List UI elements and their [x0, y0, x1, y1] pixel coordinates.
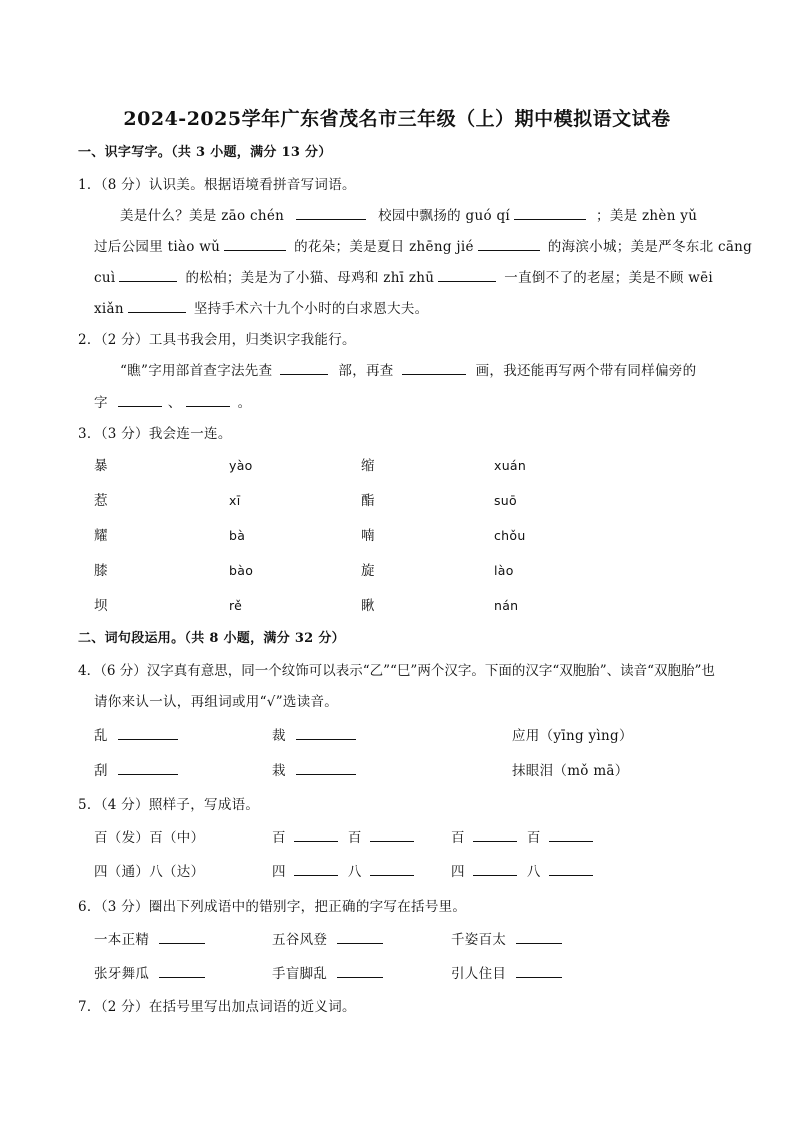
answer-blank[interactable] [186, 393, 230, 407]
q1-text: 的海滨小城；美是严冬东北 cāng [547, 239, 753, 255]
q6-item [94, 964, 209, 984]
exam-title: 2024-2025学年广东省茂名市三年级（上）期中模拟语文试卷 [123, 108, 671, 130]
match-char-left[interactable]: 惹 [94, 493, 108, 509]
match-pinyin-right[interactable]: xuán [494, 458, 527, 473]
q5-char: 百 [347, 830, 362, 846]
section-2-heading: 二、词句段运用。（共 8 小题，满分 32 分） [78, 631, 345, 646]
match-pinyin-left[interactable]: yào [229, 458, 253, 473]
match-char-left[interactable]: 暴 [94, 458, 108, 474]
match-char-left[interactable]: 膝 [94, 563, 108, 579]
q4-char: 裁 [272, 728, 286, 744]
answer-blank[interactable] [118, 393, 162, 407]
q1-heading: 1．（8 分）认识美。根据语境看拼音写词语。 [78, 177, 356, 193]
answer-blank[interactable] [337, 964, 383, 978]
match-char-right[interactable]: 瞅 [361, 598, 375, 614]
q1-text: 一直倒不了的老屋；美是不顾 wēi [504, 270, 714, 286]
q4-char: 刮 [94, 763, 108, 779]
idiom-text[interactable]: 五谷风登 [272, 932, 328, 948]
q1-text: 过后公园里 tiào wǔ [94, 239, 221, 255]
answer-blank[interactable] [118, 726, 178, 740]
q2-text: 部，再查 [338, 363, 394, 379]
match-char-right[interactable]: 缩 [361, 458, 375, 474]
q5-item [451, 862, 597, 882]
q4-item [94, 761, 182, 781]
answer-blank[interactable] [514, 206, 586, 220]
idiom-text[interactable]: 千姿百太 [451, 932, 507, 948]
q2-text: 。 [237, 395, 252, 411]
match-char-right[interactable]: 喃 [361, 528, 375, 544]
answer-blank[interactable] [224, 237, 286, 251]
q5-char: 百 [272, 830, 286, 846]
q2-heading: 2．（2 分）工具书我会用，归类识字我能行。 [78, 332, 356, 348]
q6-item [272, 964, 387, 984]
answer-blank[interactable] [296, 761, 356, 775]
q6-item [272, 930, 387, 950]
answer-blank[interactable] [516, 964, 562, 978]
answer-blank[interactable] [294, 862, 338, 876]
answer-blank[interactable] [337, 930, 383, 944]
q5-char: 八 [347, 864, 362, 880]
q7-heading: 7．（2 分）在括号里写出加点词语的近义词。 [78, 999, 356, 1015]
q5-char: 百 [526, 830, 541, 846]
match-pinyin-right[interactable]: suō [494, 493, 517, 508]
q5-char: 四 [451, 864, 465, 880]
q1-text: xiǎn [94, 301, 124, 317]
match-char-left[interactable]: 耀 [94, 528, 108, 544]
answer-blank[interactable] [516, 930, 562, 944]
answer-blank[interactable] [473, 828, 517, 842]
q2-text: 、 [167, 395, 182, 411]
q5-heading: 5．（4 分）照样子，写成语。 [78, 797, 260, 813]
q6-item [451, 964, 566, 984]
match-pinyin-left[interactable]: bà [229, 528, 246, 543]
answer-blank[interactable] [294, 828, 338, 842]
idiom-text[interactable]: 张牙舞瓜 [94, 966, 150, 982]
match-pinyin-right[interactable]: nán [494, 598, 519, 613]
answer-blank[interactable] [549, 828, 593, 842]
q5-example: 百（发）百（中） [94, 830, 205, 846]
match-pinyin-right[interactable]: chǒu [494, 528, 526, 543]
q6-item [451, 930, 566, 950]
q4-item [94, 726, 182, 746]
q2-line-2 [94, 393, 251, 413]
q1-line-4 [94, 299, 428, 319]
q2-text: 字 [94, 395, 108, 411]
q5-item [451, 828, 597, 848]
match-pinyin-left[interactable]: xī [229, 493, 241, 508]
q1-text: cuì [94, 270, 116, 286]
q5-char: 八 [526, 864, 541, 880]
q4-item [272, 726, 360, 746]
idiom-text[interactable]: 一本正精 [94, 932, 150, 948]
q1-line-2 [94, 237, 752, 257]
q2-text: “瞧”字用部首查字法先查 [120, 363, 273, 379]
answer-blank[interactable] [549, 862, 593, 876]
match-char-right[interactable]: 旋 [361, 563, 375, 579]
q5-char: 百 [451, 830, 465, 846]
q4-reading-choice[interactable]: 应用（yīng yìng） [512, 728, 633, 744]
q4-item [272, 761, 360, 781]
q3-heading: 3．（3 分）我会连一连。 [78, 426, 232, 442]
idiom-text[interactable]: 引人住目 [451, 966, 507, 982]
q1-text: 的花朵；美是夏日 zhēng jié [294, 239, 474, 255]
q5-item [272, 828, 418, 848]
q1-text: ；美是 zhèn yǔ [596, 208, 698, 224]
answer-blank[interactable] [159, 964, 205, 978]
q6-item [94, 930, 209, 950]
q5-example: 四（通）八（达） [94, 864, 205, 880]
q1-text: 坚持手术六十九个小时的白求恩大夫。 [193, 301, 429, 317]
answer-blank[interactable] [128, 299, 186, 313]
q4-heading-line-1: 4．（6 分）汉字真有意思，同一个纹饰可以表示“乙”“巳”两个汉字。下面的汉字“双胞胎”、读音“双胞胎”也 [78, 663, 715, 679]
match-char-right[interactable]: 酯 [361, 493, 375, 509]
q4-char: 乱 [94, 728, 108, 744]
q2-text: 画，我还能再写两个带有同样偏旁的 [475, 363, 697, 379]
q2-line-1 [120, 361, 696, 381]
q5-item [272, 862, 418, 882]
match-pinyin-left[interactable]: rě [229, 598, 243, 613]
q1-text: 美是什么？美是 zāo chén [120, 208, 285, 224]
q4-heading-line-2: 请你来认一认，再组词或用“√”选读音。 [94, 694, 339, 710]
answer-blank[interactable] [118, 761, 178, 775]
section-1-heading: 一、识字写字。（共 3 小题，满分 13 分） [78, 145, 332, 160]
answer-blank[interactable] [370, 862, 414, 876]
answer-blank[interactable] [119, 268, 177, 282]
match-pinyin-right[interactable]: lào [494, 563, 514, 578]
match-pinyin-left[interactable]: bào [229, 563, 254, 578]
q1-text: 的松柏；美是为了小猫、母鸡和 zhī zhū [185, 270, 435, 286]
answer-blank[interactable] [159, 930, 205, 944]
answer-blank[interactable] [402, 361, 466, 375]
q6-heading: 6．（3 分）圈出下列成语中的错别字，把正确的字写在括号里。 [78, 899, 467, 915]
answer-blank[interactable] [473, 862, 517, 876]
q1-line-3 [94, 268, 713, 288]
match-char-left[interactable]: 坝 [94, 598, 108, 614]
answer-blank[interactable] [296, 206, 366, 220]
answer-blank[interactable] [438, 268, 496, 282]
q1-line-1 [120, 206, 697, 226]
answer-blank[interactable] [296, 726, 356, 740]
q4-char: 栽 [272, 763, 286, 779]
q1-text: 校园中飘扬的 guó qí [378, 208, 511, 224]
idiom-text[interactable]: 手盲脚乱 [272, 966, 328, 982]
q4-reading-choice[interactable]: 抹眼泪（mǒ mā） [512, 763, 629, 779]
answer-blank[interactable] [370, 828, 414, 842]
q5-char: 四 [272, 864, 286, 880]
answer-blank[interactable] [280, 361, 328, 375]
answer-blank[interactable] [478, 237, 540, 251]
